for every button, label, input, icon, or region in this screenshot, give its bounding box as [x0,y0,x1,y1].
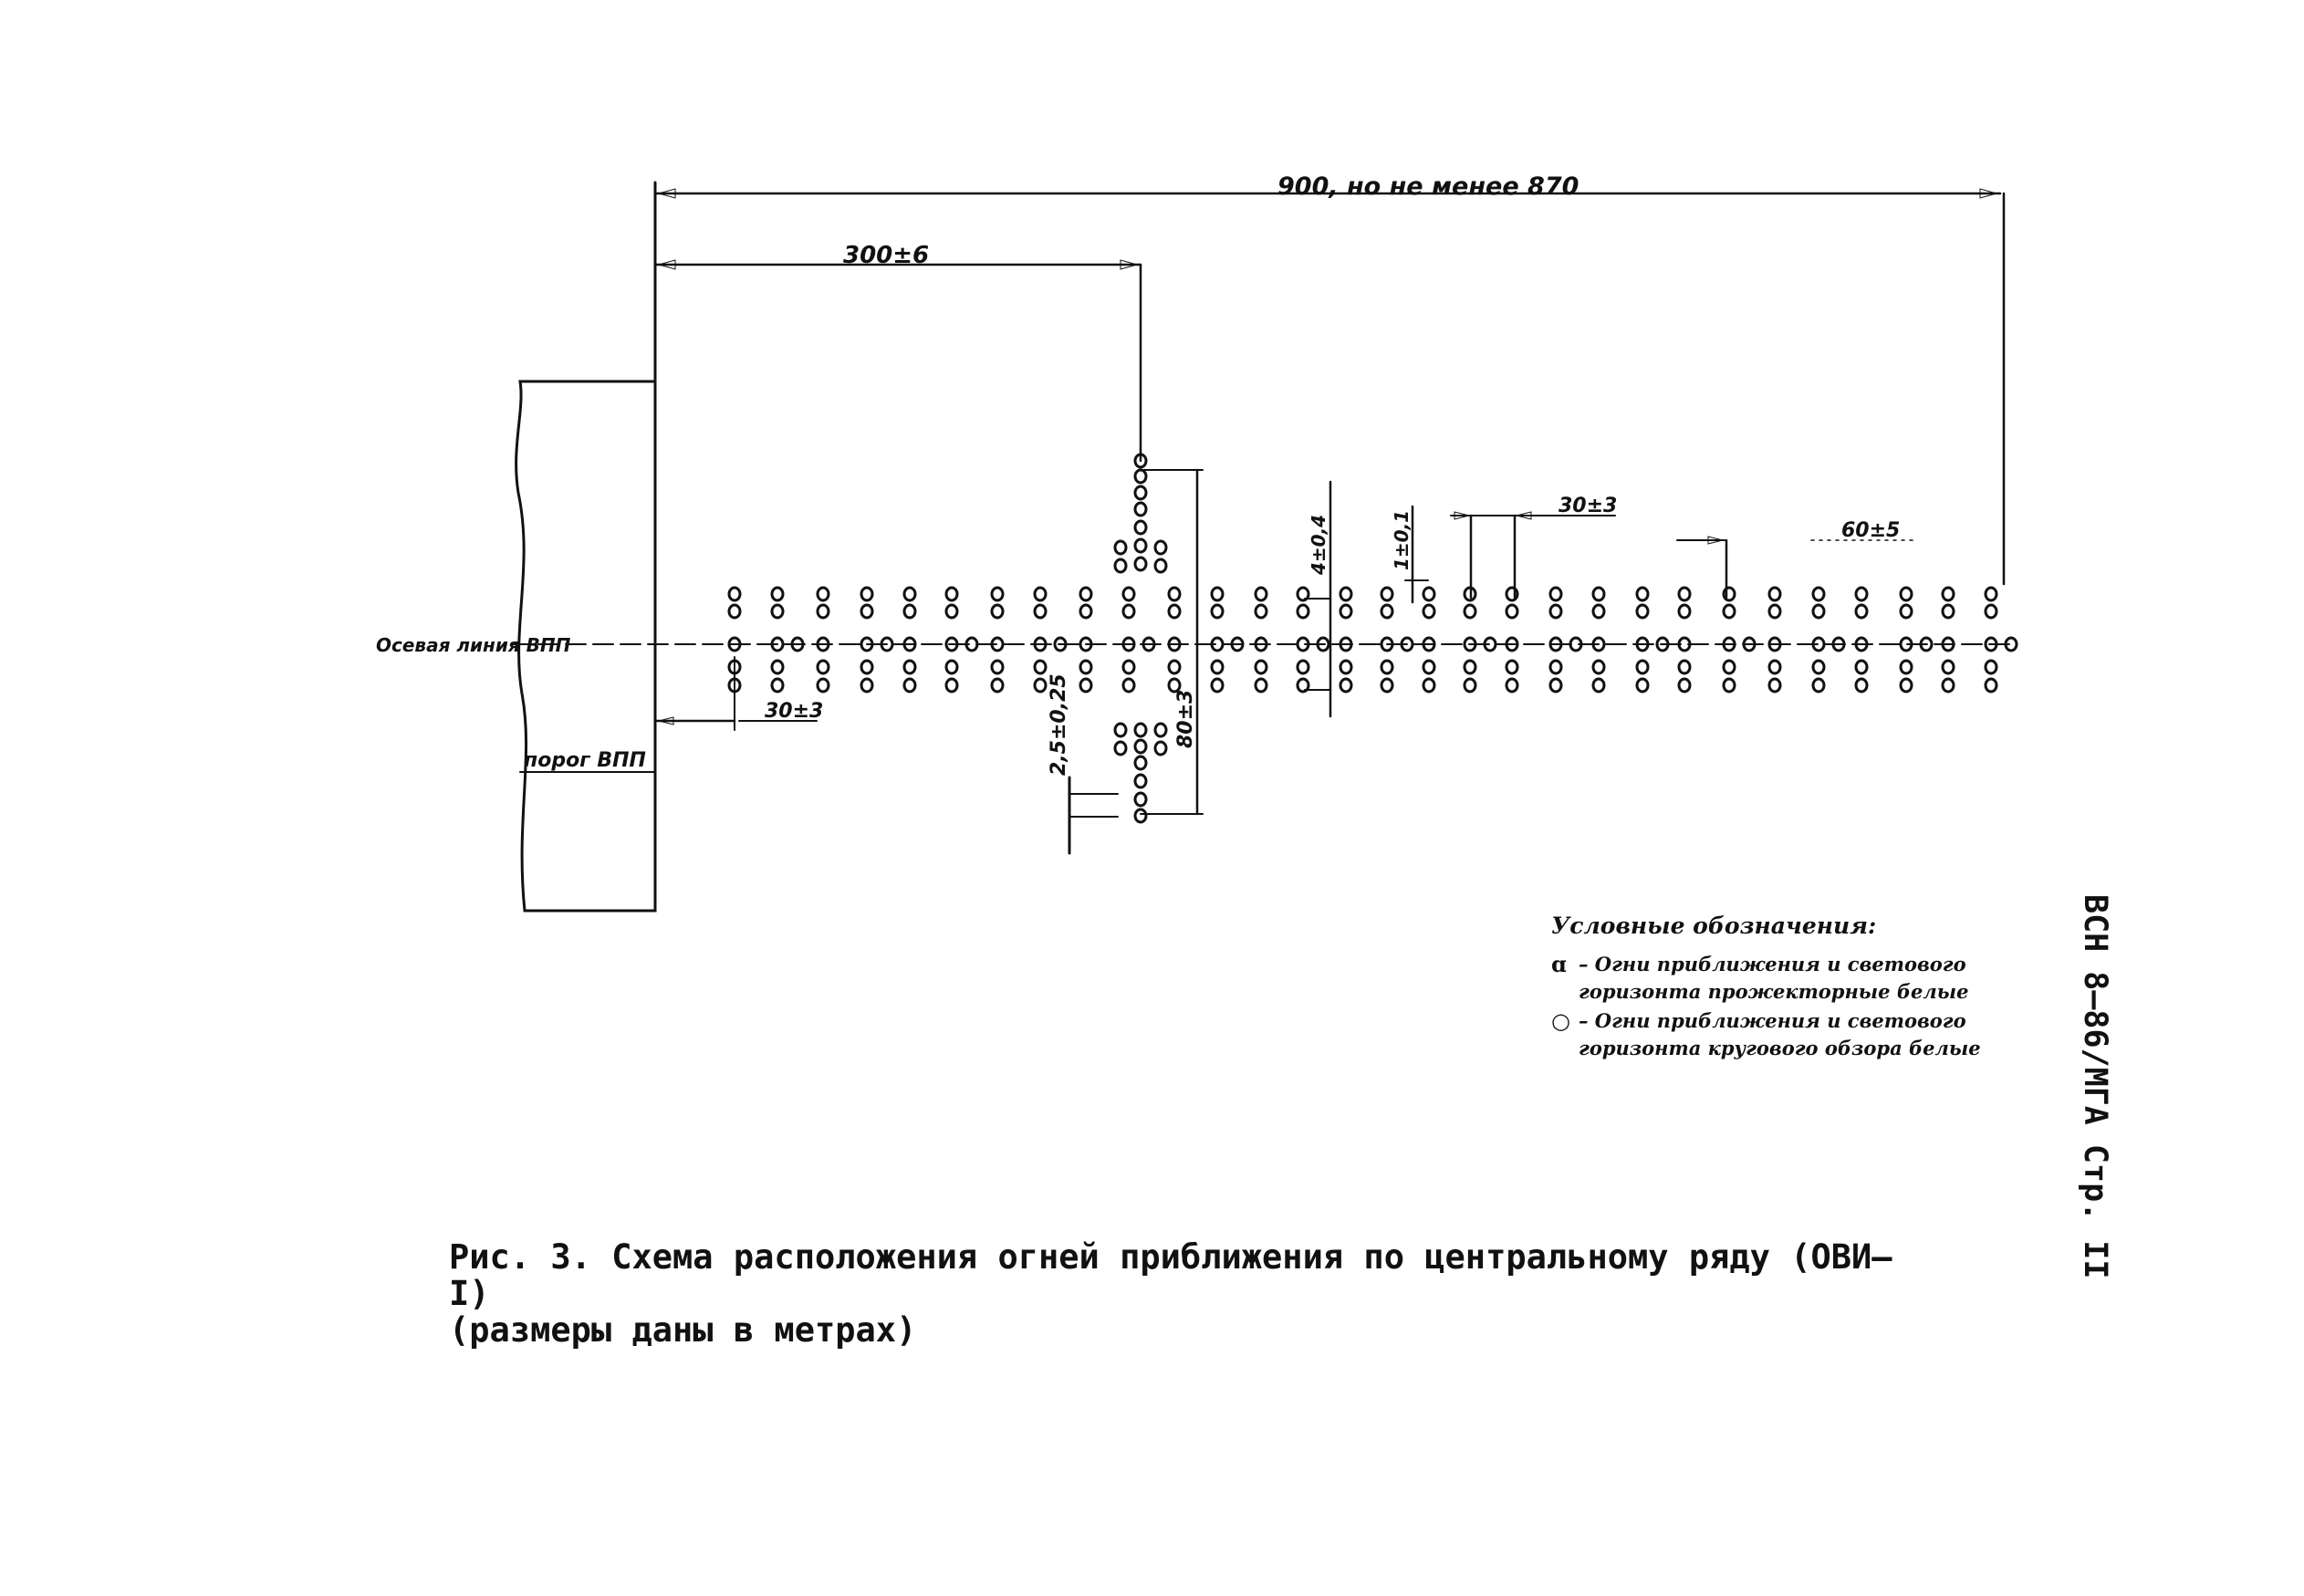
approach-light [1679,679,1690,692]
legend-title: Условные обозначения: [1551,913,1877,939]
approach-light [1080,605,1091,618]
dimension-crossbar [1141,470,1203,814]
crossbar-light [1115,742,1126,755]
approach-light [1340,661,1351,673]
approach-light [992,661,1003,673]
caption-line-1: Рис. 3. Схема расположения огней приближения по центральному ряду (ОВИ–I) [449,1237,1892,1313]
approach-light [772,588,783,600]
approach-light [1381,679,1392,692]
omnidirectional-light-icon: ○ [1551,1007,1570,1034]
approach-light [1550,679,1561,692]
dimension-bar-spacing [1391,506,1428,602]
approach-light [1856,679,1867,692]
approach-light [1298,661,1308,673]
approach-light [1637,605,1648,618]
approach-light [1123,588,1134,600]
approach-light [1856,605,1867,618]
approach-light [1724,661,1735,673]
approach-light [1679,605,1690,618]
crossbar-light [1135,503,1146,516]
crossbar-light [1155,559,1166,572]
approach-light [729,605,740,618]
approach-light [1901,605,1912,618]
approach-light [1550,605,1561,618]
legend-item-directional [1551,951,2062,1006]
approach-light [992,679,1003,692]
approach-light [1550,661,1561,673]
approach-light [1256,679,1267,692]
approach-light [946,605,957,618]
approach-light [1080,588,1091,600]
crossbar-light [1135,486,1146,499]
light-groups [729,454,2017,822]
dimension-to-crossbar [655,242,1141,461]
approach-light [1769,605,1780,618]
approach-light [1813,605,1824,618]
approach-light [1123,679,1134,692]
approach-light [1212,679,1223,692]
crossbar-light [1155,724,1166,736]
approach-light [729,588,740,600]
dimension-crossbar-label: 80±3 [1174,689,1197,748]
legend-item-text: – Огни приближения и светового горизонта кругового обзора белые [1579,1009,1981,1059]
approach-light [1769,661,1780,673]
approach-light [1856,661,1867,673]
approach-light [1506,679,1517,692]
approach-light [946,679,957,692]
approach-light [1256,605,1267,618]
approach-light [1340,588,1351,600]
approach-light [1423,605,1434,618]
crossbar-light [1135,809,1146,822]
approach-light [946,588,957,600]
approach-light [1813,679,1824,692]
dimension-crossbar-step [1048,673,1118,853]
axis-label: Осевая линия ВПП [376,634,571,656]
approach-light [1986,679,1996,692]
crossbar-light [1135,558,1146,570]
approach-light [1123,661,1134,673]
approach-light [1169,661,1180,673]
approach-light [1769,588,1780,600]
legend-item-omnidirectional [1551,1007,2062,1062]
approach-light [1813,588,1824,600]
approach-light [861,661,872,673]
approach-light [1769,679,1780,692]
crossbar-light [1135,740,1146,753]
approach-light [1298,679,1308,692]
dimension-row-spacing-1 [1451,495,1617,598]
approach-light [992,588,1003,600]
approach-light [1298,605,1308,618]
approach-light [1423,588,1434,600]
dimension-crossbar-step-label: 2,5±0,25 [1048,673,1070,776]
dimension-row-spacing-1-label: 30±3 [1559,495,1618,517]
approach-light [1901,588,1912,600]
crossbar-light [1115,541,1126,554]
crossbar-light [1135,775,1146,788]
legend [1551,913,2062,1064]
crossbar-light [1135,539,1146,552]
crossbar-light [1115,724,1126,736]
approach-light [1035,588,1046,600]
approach-light [1637,661,1648,673]
approach-light [1593,661,1604,673]
approach-light [904,605,915,618]
caption-line-2: (размеры даны в метрах) [449,1310,917,1350]
figure-caption [449,1239,1909,1349]
approach-light [1901,661,1912,673]
approach-light [904,679,915,692]
approach-light [1423,661,1434,673]
approach-light [1901,679,1912,692]
approach-light [992,605,1003,618]
approach-light [1256,661,1267,673]
approach-light [946,661,957,673]
crossbar-light [1135,756,1146,769]
approach-light [1212,605,1223,618]
approach-light [1506,661,1517,673]
approach-light [1593,679,1604,692]
approach-light [1381,661,1392,673]
dimension-first-offset-label: 30±3 [765,700,824,723]
threshold-annotation [520,749,655,772]
approach-light [1035,605,1046,618]
approach-light [861,679,872,692]
approach-light [772,679,783,692]
approach-light [1986,661,1996,673]
dimension-bar-spacing-label: 1±0,1 [1391,509,1413,570]
approach-light [1943,588,1954,600]
approach-light [1169,605,1180,618]
approach-light [1637,588,1648,600]
approach-light [861,605,872,618]
approach-light [1123,605,1134,618]
dimension-row-spacing-2-label: 60±5 [1841,519,1901,542]
approach-light [1943,605,1954,618]
approach-light [772,661,783,673]
crossbar-light [1135,521,1146,534]
approach-light [1381,588,1392,600]
approach-light [1423,679,1434,692]
approach-light [1679,661,1690,673]
approach-light [1724,679,1735,692]
approach-light [1637,679,1648,692]
approach-light [1035,679,1046,692]
legend-item-text: – Огни приближения и светового горизонта прожекторные белые [1579,953,1969,1003]
approach-light [1465,661,1475,673]
threshold-label: порог ВПП [524,749,646,772]
approach-light [1679,588,1690,600]
directional-light-icon: ɑ [1551,951,1567,977]
approach-light [904,661,915,673]
approach-light [1169,588,1180,600]
crossbar-light [1155,541,1166,554]
crossbar-light [1115,559,1126,572]
approach-light [1256,588,1267,600]
approach-light [861,588,872,600]
approach-light [1986,605,1996,618]
approach-light [1593,605,1604,618]
approach-light [1943,661,1954,673]
approach-light [1340,605,1351,618]
crossbar-light [1135,724,1146,736]
approach-light [1465,605,1475,618]
crossbar-light [1135,793,1146,806]
approach-light [1080,661,1091,673]
crossbar-light [1135,470,1146,483]
approach-light [818,661,829,673]
approach-light [1724,605,1735,618]
approach-light [1593,588,1604,600]
approach-light [1813,661,1824,673]
approach-light [818,679,829,692]
approach-light [1212,588,1223,600]
approach-light [1080,679,1091,692]
approach-light [1506,605,1517,618]
approach-light [772,605,783,618]
approach-light [1298,588,1308,600]
approach-light [1381,605,1392,618]
approach-light [1212,661,1223,673]
approach-light [818,588,829,600]
approach-light [1550,588,1561,600]
dimension-to-crossbar-label: 300±6 [843,242,930,269]
approach-light [1856,588,1867,600]
approach-light [818,605,829,618]
approach-light [1465,679,1475,692]
page-side-label: ВСН 8–86/МГА Стр. II [2077,894,2113,1279]
approach-light [904,588,915,600]
dimension-bar-width-label: 4±0,4 [1308,514,1329,575]
crossbar-light [1155,742,1166,755]
dimension-total-label: 900, но не менее 870 [1277,172,1579,201]
approach-light [1035,661,1046,673]
approach-light [1340,679,1351,692]
approach-light [1986,588,1996,600]
dimension-row-spacing-2 [1677,519,1916,598]
approach-light [1943,679,1954,692]
